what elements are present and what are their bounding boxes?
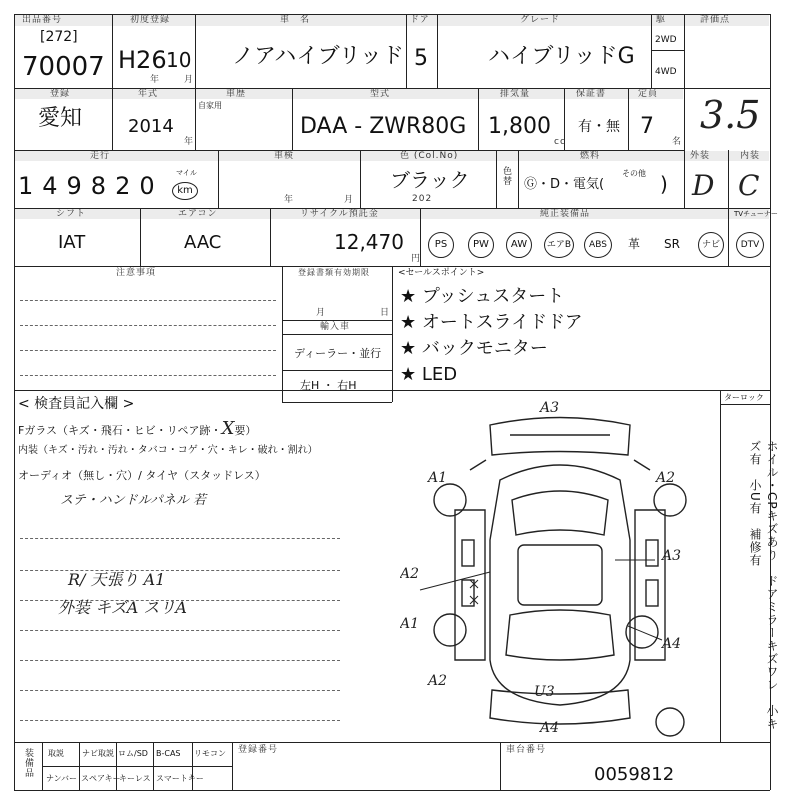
equip-sunroof: SR — [664, 237, 680, 251]
grade-value: ハイブリッドG — [488, 44, 635, 69]
equip-pw: PW — [468, 232, 494, 258]
left-window-1 — [462, 540, 474, 566]
item-remote: リモコン — [194, 749, 226, 758]
seats-unit: 名 — [672, 137, 683, 147]
warranty-label: 保証書 — [576, 89, 607, 99]
mileage-unit-mile: マイル — [176, 169, 197, 177]
color-label: 色 (Col.No) — [400, 151, 459, 161]
color-value: ブラック — [390, 168, 470, 192]
sales-point-2: ★ オートスライドドア — [400, 312, 583, 333]
equip-airbag: エアB — [544, 232, 574, 258]
mark-fr: A2 — [656, 470, 676, 486]
mark-rear: A4 — [540, 720, 560, 736]
cc-unit: cc — [554, 137, 566, 147]
dealer-option: ディーラー・並行 — [294, 347, 382, 360]
tv-label: TVチューナー — [734, 210, 778, 218]
sales-point-1: ★ プッシュスタート — [400, 286, 565, 307]
fuel-close: ) — [660, 172, 668, 196]
reg-no-label: 登録番号 — [238, 745, 279, 755]
f-glass-line: Fガラス（キズ・飛石・ヒビ・リペア跡・X要） — [18, 418, 257, 439]
equip-label: 純正装備品 — [540, 209, 591, 219]
reg-day-mark: 日 — [380, 308, 391, 318]
item-manual: 取説 — [48, 749, 64, 758]
region-label: 登録 — [50, 89, 71, 99]
interior-grade: C — [738, 169, 760, 202]
interior-label: 内装 — [740, 151, 761, 161]
score-value: 3.5 — [700, 93, 761, 137]
recycle-label: リサイクル預託金 — [300, 209, 379, 219]
fuel-other-label: その他 — [622, 169, 646, 178]
item-smart-key: スマートキー — [156, 774, 204, 783]
rear-bumper-view — [490, 690, 630, 724]
hand-note-1: ステ・ハンドルパネル 若 — [60, 493, 206, 508]
recycle-fee: 12,470 — [334, 230, 404, 254]
shift-value: IAT — [58, 232, 86, 253]
region-value: 愛知 — [38, 106, 83, 131]
interior-line: 内装（キズ・汚れ・汚れ・タバコ・コゲ・穴・キレ・破れ・割れ） — [18, 445, 318, 456]
equip-ps: PS — [428, 232, 454, 258]
shift-label: シフト — [56, 209, 87, 219]
seats-value: 7 — [640, 114, 654, 139]
mark-rr: A4 — [662, 636, 682, 652]
model-year-suffix: 年 — [184, 137, 195, 147]
warranty-value: 有・無 — [578, 119, 620, 135]
model-type-value: DAA - ZWR80G — [300, 114, 467, 139]
type-label: 型式 — [370, 89, 391, 99]
era-year: H26 — [118, 46, 167, 74]
mark-right-door: A3 — [662, 548, 682, 564]
equip-dtv: DTV — [736, 232, 764, 258]
sales-label: <セールスポイント> — [398, 268, 485, 278]
fuel-options: Ⓖ・D・電気( — [524, 177, 605, 192]
mark-left-rear: A1 — [400, 616, 420, 632]
hand-note-3: 外装 キズA スリA — [58, 598, 187, 617]
wheel-front-left — [434, 484, 466, 516]
sales-point-4: ★ LED — [400, 364, 458, 385]
equip-leather: 革 — [628, 237, 641, 251]
rear-window — [506, 610, 614, 660]
audio-line: オーディオ（無し・穴）/ タイヤ（スタッドレス） — [18, 469, 266, 482]
drive-2wd: 2WD — [655, 35, 677, 45]
warn-label: ターロック — [724, 393, 764, 402]
inspector-title: < 検査員記入欄 > — [18, 396, 135, 412]
spare-wheel — [656, 708, 684, 736]
mark-fl: A1 — [428, 470, 448, 486]
yen-unit: 円 — [411, 254, 422, 264]
caution-label: 注意事項 — [116, 268, 157, 278]
roof-panel — [518, 545, 602, 605]
displacement-value: 1,800 — [488, 114, 551, 139]
reg-month: 10 — [166, 48, 192, 72]
steering-option: 左H ・ 右H — [300, 379, 357, 392]
item-keyless: キーレス — [119, 774, 151, 783]
history-sub: 自家用 — [198, 101, 222, 110]
footer-inspection-label: 装備品 — [23, 748, 33, 778]
drive-label: 駆 — [656, 15, 667, 25]
exterior-label: 外装 — [690, 151, 711, 161]
right-window-1 — [646, 540, 658, 566]
item-spare-key: スペアキー — [81, 774, 121, 783]
score-label: 評価点 — [700, 15, 731, 25]
month-mark: 月 — [184, 75, 195, 85]
shaken-month-mark: 月 — [344, 195, 355, 205]
drive-4wd: 4WD — [655, 67, 677, 77]
right-side-panel — [635, 510, 665, 660]
shaken-label: 車検 — [274, 151, 295, 161]
chassis-label: 車台番号 — [506, 745, 547, 755]
item-bcas: B-CAS — [156, 749, 181, 758]
sales-point-3: ★ バックモニター — [400, 338, 548, 359]
mark-front: A3 — [540, 400, 560, 416]
history-label: 車歴 — [226, 89, 247, 99]
model-year-value: 2014 — [128, 116, 174, 137]
mark-rear-left: A2 — [428, 673, 448, 689]
car-body-top — [490, 465, 630, 705]
item-navi-manual: ナビ取説 — [82, 749, 114, 758]
mileage-label: 走行 — [90, 151, 111, 161]
model-year-label: 年式 — [138, 89, 159, 99]
wheel-rear-left — [434, 614, 466, 646]
equip-abs: ABS — [584, 232, 612, 258]
right-window-2 — [646, 580, 658, 606]
equip-aw: AW — [506, 232, 532, 258]
chassis-number: 0059812 — [594, 764, 675, 785]
seats-label: 定員 — [638, 89, 659, 99]
equip-navi: ナビ — [698, 232, 724, 258]
car-diagram — [400, 400, 720, 740]
model-name: ノアハイブリッド — [232, 44, 404, 69]
lot-number: 70007 — [22, 52, 105, 82]
reg-month-mark: 月 — [316, 308, 327, 318]
doors-value: 5 — [414, 46, 428, 71]
reg-deadline-label: 登録書類有効期限 — [298, 268, 370, 277]
ac-label: エアコン — [178, 209, 218, 219]
item-rom-sd: ロム/SD — [118, 749, 148, 758]
first-reg-label: 初度登録 — [130, 15, 171, 25]
lot-label: 出品番号 — [22, 15, 63, 25]
front-bumper-view — [490, 418, 630, 456]
mileage-value: 149820 — [18, 172, 164, 200]
mark-left-door: A2 — [400, 566, 420, 582]
exterior-grade: D — [692, 169, 715, 202]
fuel-label: 燃料 — [580, 151, 601, 161]
import-label: 輸入車 — [320, 322, 351, 332]
mileage-unit-km: km — [172, 182, 198, 200]
doors-label: ドア — [410, 15, 430, 25]
displacement-label: 排気量 — [500, 89, 531, 99]
windshield — [512, 491, 608, 535]
mark-rear-center: U3 — [534, 684, 555, 700]
lot-bracket: [272] — [40, 29, 78, 45]
year-mark: 年 — [150, 75, 161, 85]
hand-note-2: R/ 天張り A1 — [68, 570, 166, 589]
color-change-label: 色替 — [501, 166, 511, 186]
grade-label: グレード — [520, 15, 561, 25]
ac-value: AAC — [184, 232, 222, 253]
side-label: ホイル・CPキズあり ドアミラーキズワレ 小キズ有 小U有 補修有 — [748, 440, 779, 731]
color-no: 202 — [412, 194, 433, 204]
left-side-panel — [455, 510, 485, 660]
wheel-front-right — [654, 484, 686, 516]
model-label: 車 名 — [280, 15, 311, 25]
shaken-year-mark: 年 — [284, 195, 295, 205]
item-plate: ナンバー — [46, 774, 78, 783]
